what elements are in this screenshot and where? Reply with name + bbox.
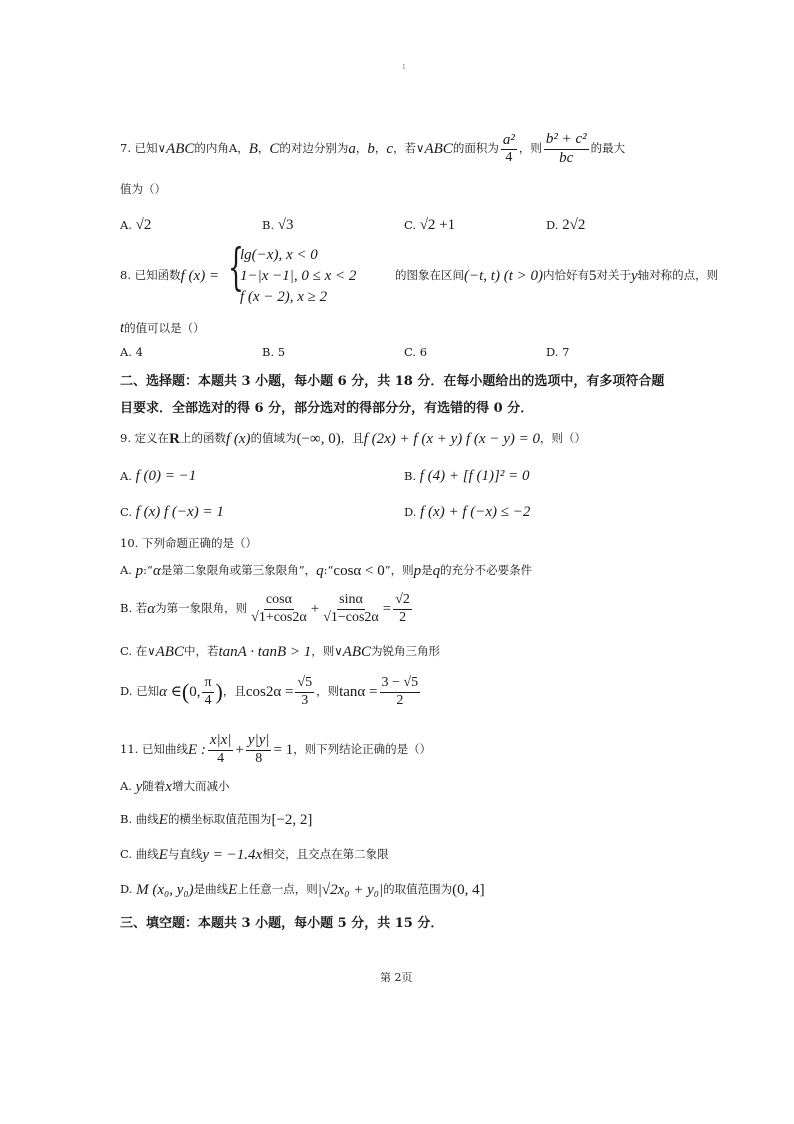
q7-side-b: b [367,141,375,158]
q7-stem [120,132,625,167]
q7-abc: ABC [166,141,195,158]
q10-option-d: D. 已知 α ∈ ( 0, $\frac{\pi}{4}$ ) ，且 cos2α = $\frac{√5}{3}$ ，则 tanα = $\frac{3 - √5}{2}$ [120,675,419,708]
q8-interval: (−t, t) (t > 0) [464,268,543,284]
q11-option-a: A. y 随着 x 增大而减小 [120,779,230,795]
q10-option-a: A. p :“ α 是第二象限角或第三象限角”， q :“ cosα < 0 ”，则 p 是 q 的充分不必要条件 [120,563,533,579]
q8-stem-right [395,267,718,285]
q9-option-b: B. f (4) + [f (1)]² = 0 [404,468,530,484]
q7-area-fraction: $\frac{\text{a²}}{4}$ [502,131,515,166]
q8-stem-left [120,267,219,285]
q8-case-2: 1−|x −1|, 0 ≤ x < 2 [240,268,357,284]
q7-side-a: a [348,141,356,158]
q8-text-5: 轴对称的点，则 [637,268,719,283]
page-marker: 1 [402,64,406,71]
q8-text-3: 内恰好有 [542,268,589,283]
q8-count: 5 [588,268,597,284]
q7-option-b: B. √3 [262,217,294,233]
q9-option-c: C. f (x) f (−x) = 1 [120,504,224,520]
q11-stem: 11. 已知曲线 E : $\frac{x|x|}{4}$ + $\frac{y|y|}{8}$ = 1 ，则下列结论正确的是（） [120,732,432,766]
q7-ratio-fraction: $\frac{\text{b² + c²}}{bc}$ [545,131,587,166]
q7-option-a: A. √2 [120,217,152,233]
q8-case-3: f (x − 2), x ≥ 2 [240,289,328,305]
q8-text-4: 对关于 [596,268,631,283]
q7-angle-b: B [248,141,258,158]
q7-stem-line2: 值为（） [120,182,166,196]
q8-option-c: C. 6 [404,345,428,359]
q7-text-3: 的对边分别为 [279,141,349,156]
q7-sep: ， [355,141,368,156]
q7-sep: ， [374,141,387,156]
q7-angle-c: C [269,141,280,158]
q7-text-2: 的内角A， [194,141,249,156]
left-brace-icon: { [228,238,244,296]
q11-option-b: B. 曲线 E 的横坐标取值范围为 [−2, 2] [120,812,313,828]
q9-option-a: A. f (0) = −1 [120,468,197,484]
q10-option-b: B. 若 α 为第一象限角，则 $\frac{\cos\alpha}{√1+\cos 2\alpha}$ + $\frac{\sin\alpha}{√1-\cos 2\alpha}$ = $\frac{√2}{2}$ [120,592,410,625]
q7-text-1: 7. 已知∨ [120,141,167,156]
q11-option-d: D. M (x₀, y₀) 是曲线 E 上任意一点，则 |√2x₀ + y₀| 的取值范围为 (0, 4] [120,882,485,898]
q9-option-d: D. f (x) + f (−x) ≤ −2 [404,504,531,520]
q7-text-4: ，若∨ [393,141,425,156]
q8-option-b: B. 5 [262,345,286,359]
section-3-heading: 三、填空题：本题共 3 小题，每小题 5 分，共 15 分． [120,916,444,931]
q8-text-1: 8. 已知函数 [120,268,181,283]
section-2-heading-line2: 目要求．全部选对的得 6 分，部分选对的得部分分，有选错的得 0 分． [120,401,534,416]
q7-abc: ABC [424,141,453,158]
q8-case-1: lg(−x), x < 0 [240,247,318,263]
q7-option-c: C. √2 +1 [404,217,456,233]
q9-real-set: R [169,431,180,447]
q8-function: f (x) = [180,268,220,284]
q7-text-6: ，则 [518,141,542,156]
section-2-heading-line1: 二、选择题：本题共 3 小题，每小题 6 分，共 18 分．在每小题给出的选项中，有多项符合题 [120,374,665,389]
q9-stem: 9. 定义在 R 上的函数 f (x) 的值域为 (−∞, 0) ，且 f (2x) + f (x + y) f (x − y) = 0 ，则（） [120,431,586,447]
q7-sep: ， [257,141,270,156]
q10-option-c: C. 在∨ ABC 中，若 tanA · tanB > 1 ，则∨ ABC 为锐角三角形 [120,644,440,660]
page-footer: 第 2页 [380,971,413,984]
q11-option-c: C. 曲线 E 与直线 y = −1.4x 相交，且交点在第二象限 [120,847,389,863]
q7-text-7: 的最大 [590,141,626,156]
q8-stem-line2: t的值可以是（） [120,320,205,336]
q8-option-a: A. 4 [120,345,143,359]
q7-side-c: c [386,141,394,158]
q9-equation: f (2x) + f (x + y) f (x − y) = 0 [363,431,540,447]
q10-stem: 10. 下列命题正确的是（） [120,536,257,550]
q7-option-d: D. 2√2 [546,217,586,233]
q8-option-d: D. 7 [546,345,570,359]
q8-y: y [630,268,638,284]
q7-text-5: 的面积为 [452,141,499,156]
q8-text-2: 的图象在区间 [395,268,464,283]
